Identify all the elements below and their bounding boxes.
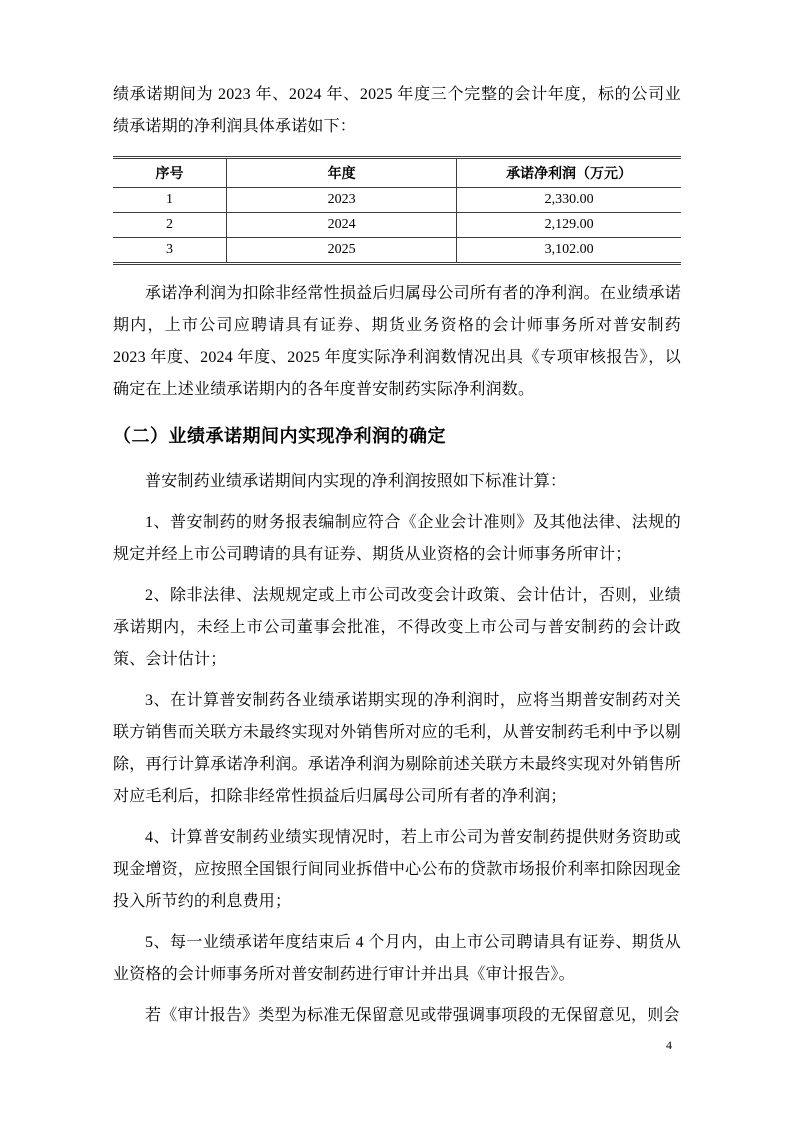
table-cell-year: 2025 — [227, 238, 457, 264]
table-cell-year: 2024 — [227, 213, 457, 238]
page-content — [113, 79, 681, 1041]
table-cell-seq: 3 — [113, 238, 227, 264]
table-row — [113, 188, 681, 213]
table-cell-year: 2023 — [227, 188, 457, 213]
table-cell-profit: 2,330.00 — [457, 188, 681, 213]
section-heading: （二）业绩承诺期间内实现净利润的确定 — [113, 426, 446, 446]
paragraph-item-5: 5、每一业绩承诺年度结束后 4 个月内，由上市公司聘请具有证券、期货从业资格的会计师事务所对普安制药进行审计并出具《审计报告》。 — [113, 934, 681, 983]
table-header-year: 年度 — [227, 158, 457, 188]
table-header-seq: 序号 — [113, 158, 227, 188]
paragraph-intro: 绩承诺期间为 2023 年、2024 年、2025 年度三个完整的会计年度，标的公司业绩承诺期的净利润具体承诺如下： — [113, 86, 681, 135]
table-row — [113, 213, 681, 238]
table-row — [113, 238, 681, 264]
paragraph-closing: 若《审计报告》类型为标准无保留意见或带强调事项段的无保留意见，则会 — [145, 1007, 680, 1024]
paragraph-calc-intro: 普安制药业绩承诺期间内实现的净利润按照如下标准计算： — [145, 473, 567, 490]
table-header-row — [113, 158, 681, 188]
table-header-profit: 承诺净利润（万元） — [457, 158, 681, 188]
table-cell-seq: 2 — [113, 213, 227, 238]
paragraph-item-2: 2、除非法律、法规规定或上市公司改变会计政策、会计估计，否则，业绩承诺期内，未经上市公司董事会批准，不得改变上市公司与普安制药的会计政策、会计估计； — [113, 587, 681, 668]
page-number: 4 — [666, 1038, 672, 1052]
table-cell-profit: 3,102.00 — [544, 242, 594, 257]
table-cell-profit: 2,129.00 — [457, 213, 681, 238]
paragraph-after-table: 承诺净利润为扣除非经常性损益后归属母公司所有者的净利润。在业绩承诺期内，上市公司应聘请具有证券、期货业务资格的会计师事务所对普安制药 2023 年度、2024 年度、2025 年度实际净利润数情况出具《专项审核报告》，以确定在上述业绩承诺期内的各年度普安制药实际净利润数。 — [113, 285, 681, 398]
table-cell-seq: 1 — [113, 188, 227, 213]
promised-net-profit-table — [113, 156, 681, 265]
paragraph-item-1: 1、普安制药的财务报表编制应符合《企业会计准则》及其他法律、法规的规定并经上市公司聘请的具有证券、期货从业资格的会计师事务所审计； — [113, 514, 681, 563]
paragraph-item-4: 4、计算普安制药业绩实现情况时，若上市公司为普安制药提供财务资助或现金增资，应按照全国银行间同业拆借中心公布的贷款市场报价利率扣除因现金投入所节约的利息费用； — [113, 829, 681, 910]
paragraph-item-3: 3、在计算普安制药各业绩承诺期实现的净利润时，应将当期普安制药对关联方销售而关联方未最终实现对外销售所对应的毛利，从普安制药毛利中予以剔除，再行计算承诺净利润。承诺净利润为剔除前述关联方未最终实现对外销售所对应毛利后，扣除非经常性损益后归属母公司所有者的净利润； — [113, 692, 681, 805]
